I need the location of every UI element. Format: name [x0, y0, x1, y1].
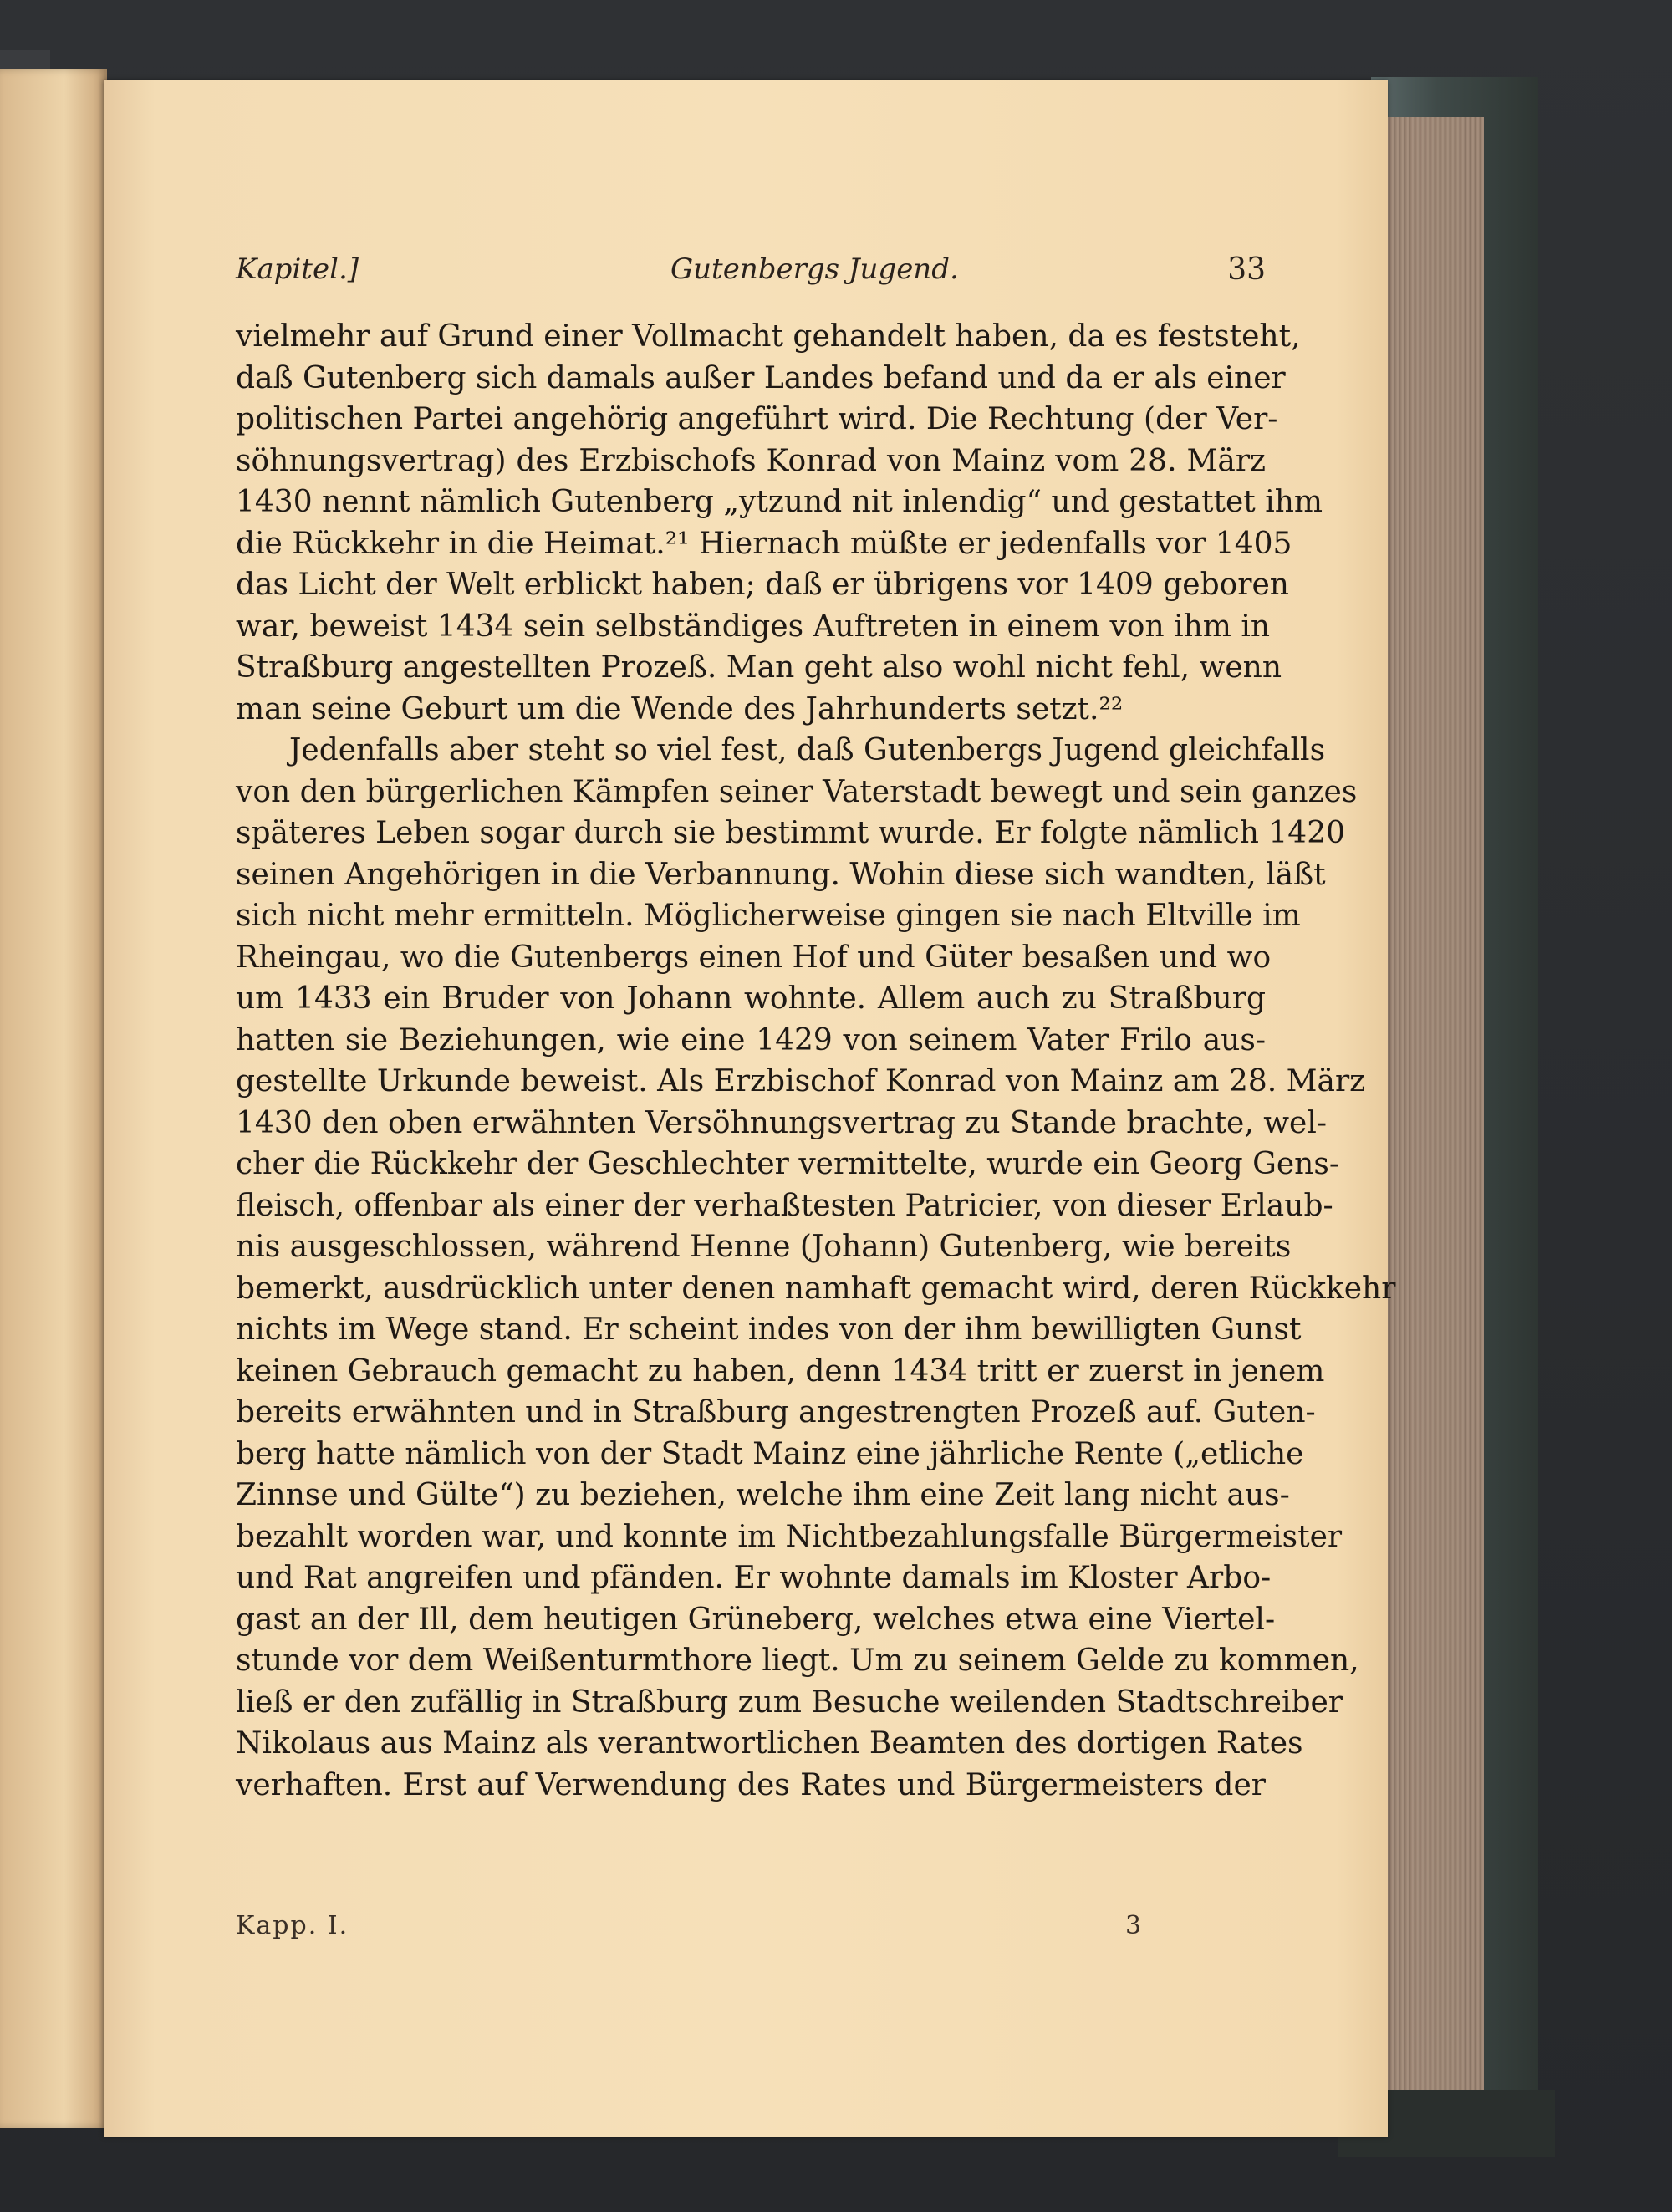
text-line: politischen Partei angehörig angeführt wird. Die Rechtung (der Ver-: [236, 402, 1278, 436]
running-header: [236, 252, 1266, 299]
text-line: um 1433 ein Bruder von Johann wohnte. Allem auch zu Straßburg: [236, 981, 1266, 1016]
text-line: nis ausgeschlossen, während Henne (Johann) Gutenberg, wie bereits: [236, 1230, 1292, 1264]
header-chapter: Kapitel.]: [236, 252, 359, 286]
sheet-number: 3: [1125, 1911, 1142, 1940]
text-line: daß Gutenberg sich damals außer Landes befand und da er als einer: [236, 360, 1286, 395]
text-line: nichts im Wege stand. Er scheint indes von der ihm bewilligten Gunst: [236, 1312, 1302, 1347]
text-line: cher die Rückkehr der Geschlechter vermittelte, wurde ein Georg Gens-: [236, 1147, 1339, 1181]
text-line: Nikolaus aus Mainz als verantwortlichen Beamten des dortigen Rates: [236, 1726, 1303, 1761]
text-line: seinen Angehörigen in die Verbannung. Wohin diese sich wandten, läßt: [236, 857, 1326, 892]
text-line: söhnungsvertrag) des Erzbischofs Konrad von Mainz vom 28. März: [236, 443, 1266, 478]
page-block-edges: [1375, 117, 1484, 2132]
facing-page-edge: [0, 69, 107, 2128]
paragraph: [236, 316, 1323, 730]
body-text: [236, 316, 1396, 1806]
text-line: von den bürgerlichen Kämpfen seiner Vaterstadt bewegt und sein ganzes: [236, 774, 1358, 809]
text-line: gast an der Ill, dem heutigen Grüneberg, welches etwa eine Viertel-: [236, 1602, 1276, 1637]
text-line: ließ er den zufällig in Straßburg zum Besuche weilenden Stadtschreiber: [236, 1684, 1343, 1720]
text-line: bemerkt, ausdrücklich unter denen namhaft gemacht wird, deren Rückkehr: [236, 1271, 1396, 1306]
text-line: sich nicht mehr ermitteln. Möglicherweise gingen sie nach Eltville im: [236, 899, 1301, 933]
text-line: vielmehr auf Grund einer Vollmacht gehandelt haben, da es feststeht,: [236, 319, 1301, 354]
text-line: 1430 den oben erwähnten Versöhnungsvertrag zu Stande brachte, wel-: [236, 1105, 1328, 1140]
paragraph: [236, 730, 1396, 1806]
text-line: und Rat angreifen und pfänden. Er wohnte damals im Kloster Arbo-: [236, 1561, 1272, 1595]
text-line: verhaften. Erst auf Verwendung des Rates und Bürgermeisters der: [236, 1767, 1266, 1802]
text-line: Jedenfalls aber steht so viel fest, daß Gutenbergs Jugend gleichfalls: [289, 733, 1326, 767]
text-line: 1430 nennt nämlich Gutenberg „ytzund nit inlendig“ und gestattet ihm: [236, 485, 1323, 519]
text-line: hatten sie Beziehungen, wie eine 1429 von seinem Vater Frilo aus-: [236, 1022, 1266, 1058]
book-page: [104, 80, 1396, 2137]
page-footer: [236, 1911, 1266, 1953]
header-title: Gutenbergs Jugend.: [670, 252, 959, 286]
text-line: berg hatte nämlich von der Stadt Mainz eine jährliche Rente („etliche: [236, 1436, 1304, 1471]
text-line: gestellte Urkunde beweist. Als Erzbischof Konrad von Mainz am 28. März: [236, 1064, 1366, 1098]
text-line: fleisch, offenbar als einer der verhaßtesten Patricier, von dieser Erlaub-: [236, 1188, 1333, 1223]
text-line: Zinnse und Gülte“) zu beziehen, welche ihm eine Zeit lang nicht aus-: [236, 1478, 1290, 1512]
text-line: stunde vor dem Weißenturmthore liegt. Um zu seinem Gelde zu kommen,: [236, 1644, 1359, 1678]
text-line: war, beweist 1434 sein selbständiges Auftreten in einem von ihm in: [236, 609, 1271, 644]
text-line: die Rückkehr in die Heimat.²¹ Hiernach müßte er jedenfalls vor 1405: [236, 526, 1292, 561]
text-line: späteres Leben sogar durch sie bestimmt wurde. Er folgte nämlich 1420: [236, 816, 1346, 850]
text-line: man seine Geburt um die Wende des Jahrhunderts setzt.²²: [236, 691, 1124, 726]
text-line: bezahlt worden war, und konnte im Nichtbezahlungsfalle Bürgermeister: [236, 1519, 1343, 1554]
text-line: bereits erwähnten und in Straßburg angestrengten Prozeß auf. Guten-: [236, 1395, 1316, 1430]
page-number: 33: [1227, 252, 1266, 287]
text-line: das Licht der Welt erblickt haben; daß er übrigens vor 1409 geboren: [236, 568, 1289, 602]
text-line: Rheingau, wo die Gutenbergs einen Hof und Güter besaßen und wo: [236, 940, 1272, 975]
text-line: Straßburg angestellten Prozeß. Man geht also wohl nicht fehl, wenn: [236, 650, 1282, 685]
text-line: keinen Gebrauch gemacht zu haben, denn 1434 tritt er zuerst in jenem: [236, 1353, 1325, 1389]
printer-signature: Kapp. I.: [236, 1911, 349, 1940]
